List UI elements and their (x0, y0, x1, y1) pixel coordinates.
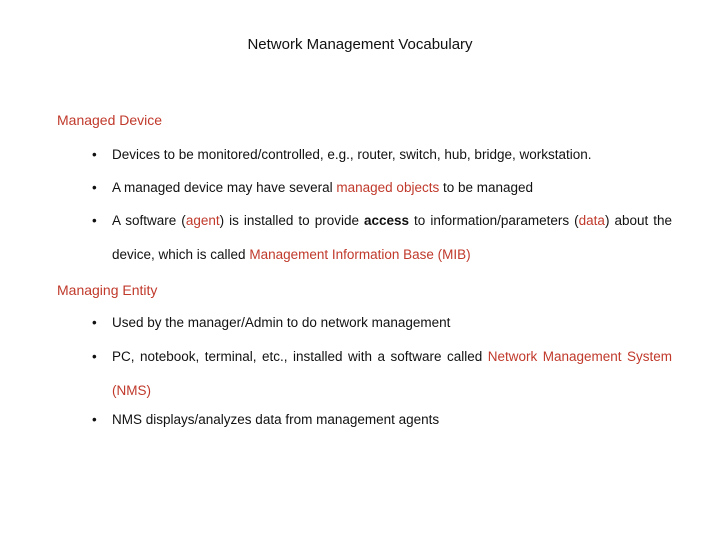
slide-title: Network Management Vocabulary (247, 36, 473, 53)
bullet-highlight-nms: Network Management System (NMS) (112, 349, 672, 398)
bullet-text: ) about the device, which is called (112, 213, 673, 262)
bullet-text: Devices to be monitored/controlled, e.g., router, switch, hub, bridge, workstation. (112, 147, 592, 162)
section-heading-managed-device: Managed Device (57, 112, 163, 128)
bullet-text: to information/parameters ( (409, 213, 579, 228)
bullet-item (92, 340, 672, 408)
bullet-text: A software ( (112, 213, 186, 228)
bullet-text: ) is installed to provide (219, 213, 364, 228)
bullet-item (92, 138, 672, 172)
bullet-icon: • (92, 349, 97, 364)
bullet-icon: • (92, 213, 97, 228)
bullet-text: PC, notebook, terminal, etc., installed with a software called (112, 349, 488, 364)
bullet-text: A managed device may have several (112, 180, 337, 195)
bullet-highlight-agent: agent (185, 213, 220, 228)
bullet-highlight-managed-objects: managed objects (336, 180, 440, 195)
bullet-bold-access: access (363, 213, 410, 228)
bullet-icon: • (92, 180, 97, 195)
bullet-item (92, 171, 672, 205)
bullet-text: to be managed (439, 180, 534, 195)
bullet-text: NMS displays/analyzes data from management agents (112, 412, 440, 427)
bullet-item (92, 403, 672, 437)
bullet-text: Used by the manager/Admin to do network management (112, 315, 451, 330)
bullet-item (92, 204, 672, 272)
bullet-icon: • (92, 315, 97, 330)
section-heading-managing-entity: Managing Entity (57, 282, 158, 298)
bullet-icon: • (92, 412, 97, 427)
bullet-icon: • (92, 147, 97, 162)
bullet-item (92, 306, 672, 340)
bullet-highlight-mib: Management Information Base (MIB) (249, 247, 471, 262)
bullet-highlight-data: data (578, 213, 605, 228)
